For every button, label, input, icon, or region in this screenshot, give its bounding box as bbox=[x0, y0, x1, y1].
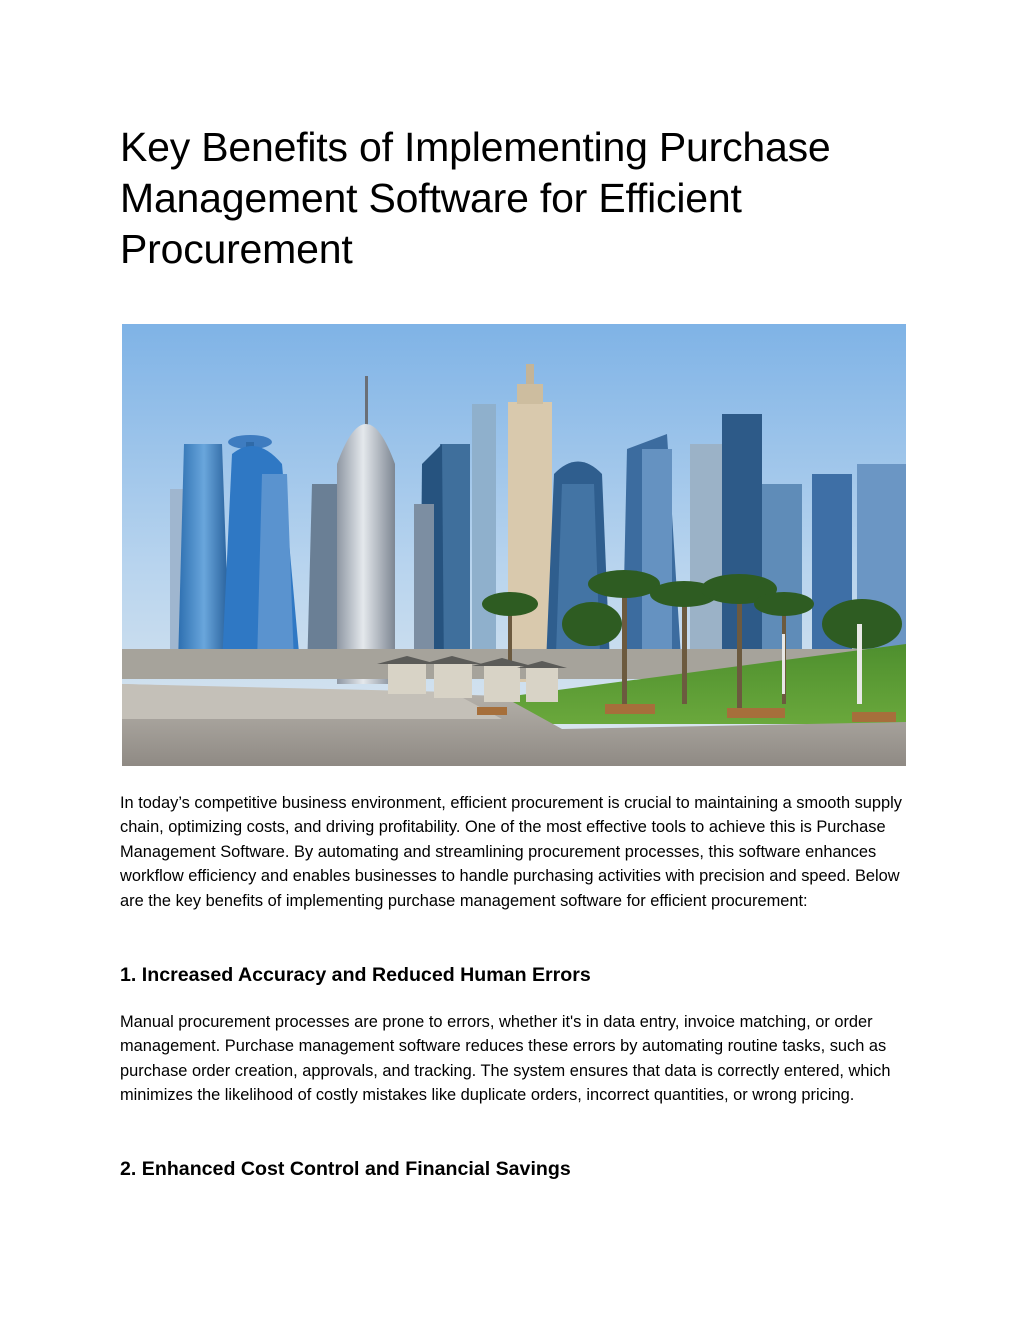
section-body-1: Manual procurement processes are prone to errors, whether it's in data entry, invoice matching, or order management. Purchase management software reduces these errors by automating routine tasks, such as purchase order creation, approvals, and tracking. The system ensures that data is correctly entered, which minimizes the likelihood of costly mistakes like duplicate orders, incorrect quantities, or wrong pricing. bbox=[120, 1013, 891, 1105]
intro-paragraph: In today’s competitive business environment, efficient procurement is crucial to maintaining a smooth supply chain, optimizing costs, and driving profitability. One of the most effective tools to achieve this is Purchase Management Software. By automating and streamlining procurement processes, this software enhances workflow efficiency and enables businesses to handle purchasing activities with precision and speed. Below are the key benefits of implementing purchase management software for efficient procurement: bbox=[120, 794, 902, 910]
hero-image bbox=[122, 324, 906, 766]
section-heading-1: 1. Increased Accuracy and Reduced Human Errors bbox=[120, 964, 591, 986]
section-heading-2: 2. Enhanced Cost Control and Financial Savings bbox=[120, 1158, 571, 1180]
skyline-photo bbox=[122, 324, 906, 766]
document-title: Key Benefits of Implementing Purchase Management Software for Efficient Procurement bbox=[120, 124, 831, 272]
